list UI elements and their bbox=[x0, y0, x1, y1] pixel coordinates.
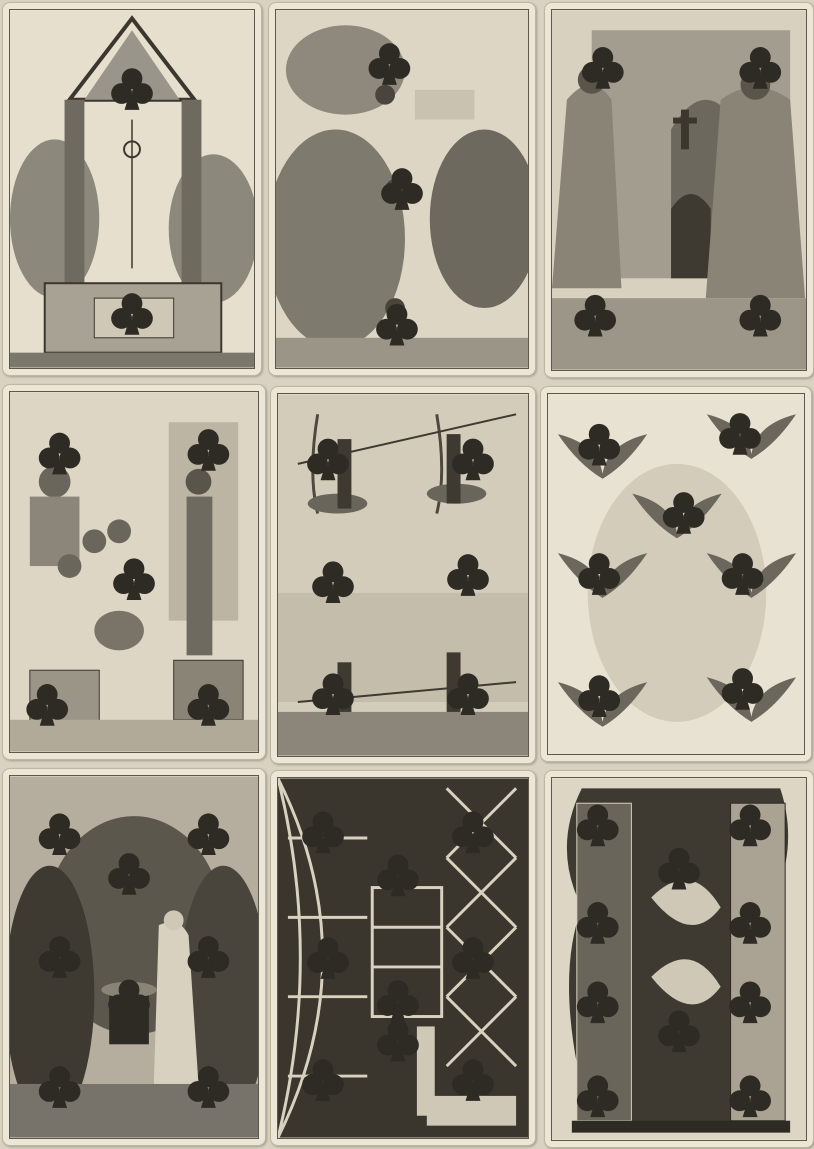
lattice-svg bbox=[278, 778, 528, 1138]
urn-svg bbox=[552, 778, 806, 1140]
birds-engraving bbox=[547, 393, 805, 755]
musicians-engraving bbox=[9, 391, 259, 753]
card-landscape-figures bbox=[268, 2, 536, 376]
landscape-svg bbox=[276, 10, 528, 368]
card-lattice-window bbox=[270, 770, 536, 1146]
card-palm-procession bbox=[270, 386, 536, 764]
card-street-musicians bbox=[2, 384, 266, 760]
grotto-engraving bbox=[9, 775, 259, 1139]
card-grotto-altar bbox=[2, 768, 266, 1146]
landscape-engraving bbox=[275, 9, 529, 369]
card-monks-chapel bbox=[544, 2, 814, 378]
palm-engraving bbox=[277, 393, 529, 757]
card-flying-birds bbox=[540, 386, 812, 762]
monks-engraving bbox=[551, 9, 807, 371]
gothic-well-svg bbox=[10, 10, 254, 368]
urn-engraving bbox=[551, 777, 807, 1141]
gothic-well-engraving bbox=[9, 9, 255, 369]
lattice-engraving bbox=[277, 777, 529, 1139]
card-ornate-urn bbox=[544, 770, 814, 1148]
musicians-svg bbox=[10, 392, 258, 752]
grotto-svg bbox=[10, 776, 258, 1138]
palm-svg bbox=[278, 394, 528, 756]
birds-svg bbox=[548, 394, 804, 754]
monks-svg bbox=[552, 10, 806, 370]
card-gothic-well bbox=[2, 2, 262, 376]
